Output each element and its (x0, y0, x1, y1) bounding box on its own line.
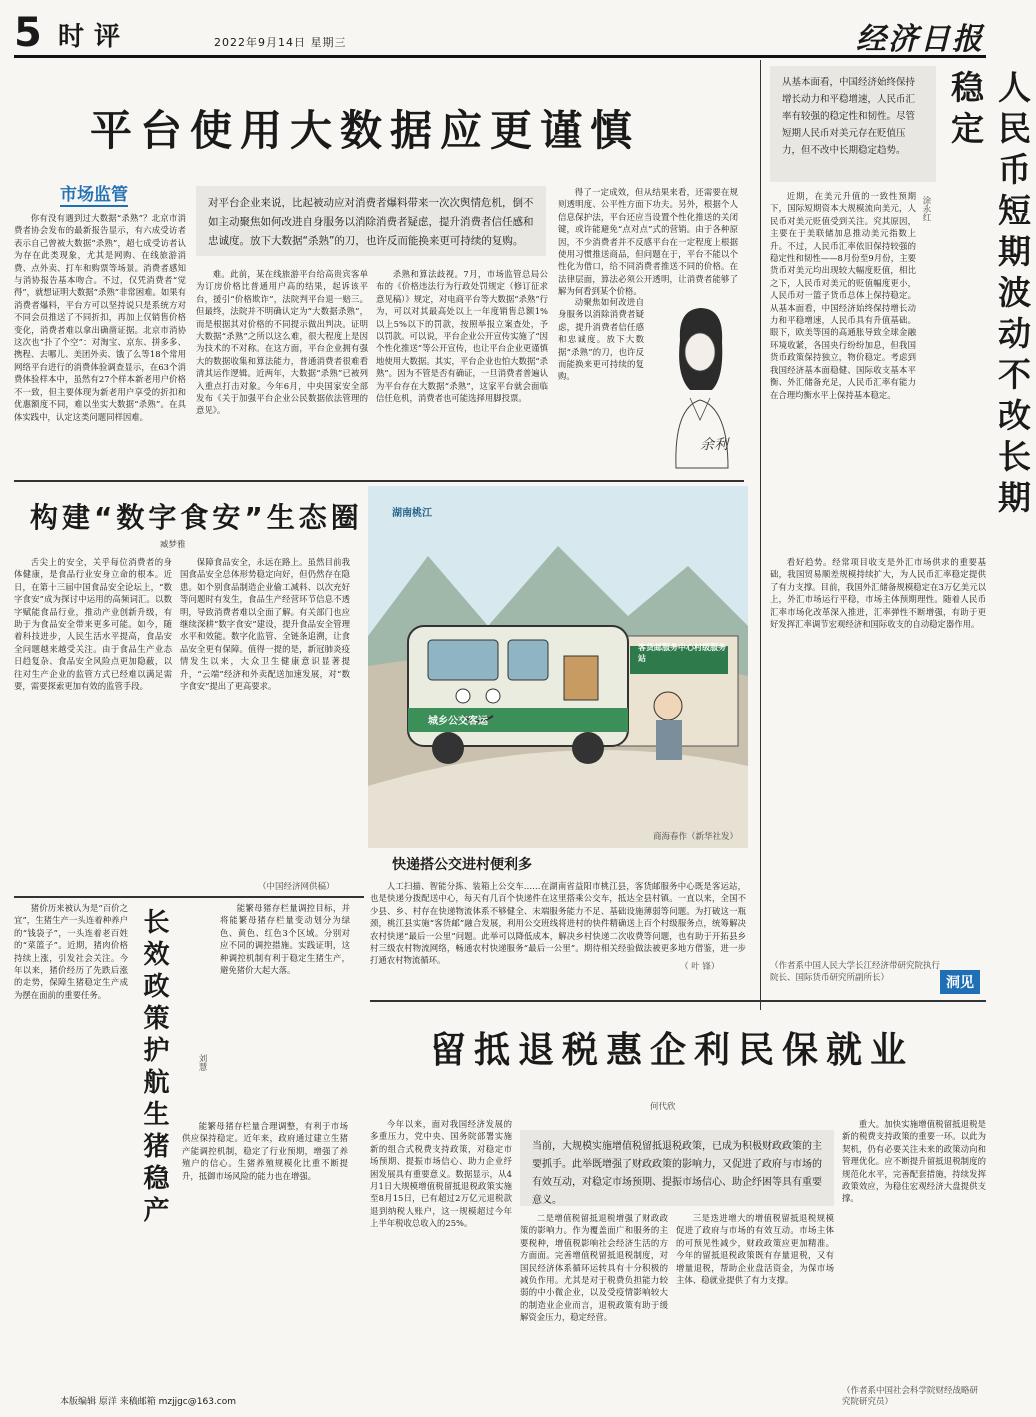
article5-column-1: 今年以来，面对我国经济发展的多重压力，党中央、国务院部署实施新的组合式税费支持政策，对稳定市场预期、提振市场信心、助力企业纾困发展具有重要意义。数据显示，从4月1日大规模增值税留抵退税政策实施至8月15日，已有超过2万亿元退税款退到纳税人账户，这一规模超过今年上半年税收总收入的25%。 (370, 1119, 512, 1229)
location-tag: 湖南桃江 (392, 508, 432, 519)
article5-column-4: 重大。加快实施增值税留抵退税是新的税费支持政策的重要一环。以此为契机，仍有必要关注未来的政策动向和管理优化。应不断提升留抵退税制度的规范化水平，完善配套措施，持续发挥政策效应，为稳住宏观经济大盘提供支撑。 (842, 1119, 986, 1204)
photo-story-headline: 快递搭公交进村便利多 (392, 857, 532, 873)
bus-label: 城乡公交客运 (428, 716, 488, 727)
article4-headline: 人民币短期波动不改长期稳定 (946, 70, 1032, 521)
article3-column-3: 能繁母猪存栏量合理调整，有利于市场供应保持稳定。近年来，政府通过建立生猪产能调控机制，稳定了行业预期，增强了养殖户的信心。生猪养殖规模化比重不断提升，抵御市场风险的能力也在增强。 (182, 1121, 348, 1181)
article1-column-4: 得了一定成效，但从结果来看，还需要在规则透明度、公平性方面下功夫。另外，根据个人信息保护法，平台还应当设置个性化推送的关闭键，或许能避免“点对点”式的营销。由于各种原因，不少消费者并不反感平台在一定程度上根据使用习惯推送商品，但问题在于，平台不能以个性化为借口，给不同消费者推送不同的价格。在法律层面，算法必须公开透明，让消费者能够了解为何看到某个价格。 (558, 187, 738, 297)
article4-author-note: （作者系中国人民大学长江经济带研究院执行院长、国际货币研究所副所长） (770, 961, 941, 983)
article3-column-2: 能繁母猪存栏量调控目标，并将能繁母猪存栏量变动划分为绿色、黄色、红色3个区域。分别对应不同的调控措施。实践证明，这种调控机制有利于稳定生猪生产，避免猪价大起大落。 (220, 903, 350, 976)
article4-body-1: 近期，在美元升值的一致性预期下，国际短期资本大规模流向美元，人民币对美元贬值受到关注。究其原因，主要在于美联储加息推动美元指数上升。不过，人民币汇率依旧保持较强的稳定性和韧性——8月份至9月份，主要货币对美元均出现较大幅度贬值，相比之下，人民币对美元的贬值幅度更小，人民币对一篮子货币总体上保持稳定。从基本面看，中国经济始终保持增长动力和平稳增速，人民币具有升值基础。眼下，欧美等国的高通胀导致全球金融环境收紧，各国央行纷纷加息，但我国货币政策保持独立，物价稳定。考虑到我国经济基本面稳健、国际收支基本平衡、外汇储备充足，人民币汇率有能力在合理均衡水平上保持基本稳定。 (770, 191, 916, 400)
cartoon-credit: 商海春作（新华社发） (652, 832, 738, 842)
author-portrait (650, 300, 742, 468)
article5-column-3: 三是迭进增大的增值税留抵退税规模促进了政府与市场的有效互动。市场主体的可预见性减少，财政政策应更加精准。今年的留抵退税政策既有存量退税，又有增量退税，帮助企业盘活资金，为保市场主体、稳就业提供了有力支撑。 (676, 1213, 834, 1286)
article1-lead: 对平台企业来说，比起被动应对消费者爆料带来一次次舆情危机，倒不如主动聚焦如何改进自身服务以消除消费者疑虑，提升消费者信任感和忠诚度。放下大数据“杀熟”的刀，也许反而能换来更可持续的复购。 (196, 186, 546, 256)
article5-lead: 当前，大规模实施增值税留抵退税政策，已成为积极财政政策的主要抓手。此举既增强了财政政策的影响力，又促进了政府与市场的有效互动，对稳定市场预期、提振市场信心、助企纾困等具有重要意义。 (520, 1130, 834, 1206)
cartoon-illustration (368, 486, 748, 848)
article2-author: 臧梦雅 (160, 540, 186, 550)
divider (14, 480, 744, 482)
article3-column-1: 猪价历来被认为是“百价之宜”，生猪生产一头连着种养户的“钱袋子”，一头连着老百姓的“菜篮子”。近期，猪肉价格持续上涨，引发社会关注。今年以来，猪价经历了先跌后涨的走势，保障生猪稳定生产成为摆在面前的重要任务。 (14, 903, 128, 1000)
article2-source: （中国经济网供稿） (258, 882, 335, 892)
article1-column-2: 难。此前，某在线旅游平台给高贵宾客单为订房价格比普通用户高的结果，起诉该平台，援引“价格欺诈”，法院判平台退一赔三。但最终，法院并不明确认定为“大数据杀熟”，而是根据其对价格的不同提示做出判决。证明大数据“杀熟”之所以这么难，很大程度上是因为技术的不对称。在这方面，平台企业拥有强大的数据收集和算法能力，普通消费者很难看清其运作逻辑。近两年，大数据“杀熟”已被列入重点打击对象。今年6月，中央国家安全部发布《关于加强平台企业公民数据依法管理的意见》。 (196, 269, 368, 416)
article5-author-note: （作者系中国社会科学院财经战略研究院研究员） (842, 1386, 979, 1407)
article2-headline: 构建“数字食安”生态圈 (30, 501, 363, 534)
divider (370, 1000, 986, 1002)
article4-body-2: 看好趋势。经常项目收支是外汇市场供求的重要基础，我国贸易顺差规模持续扩大，为人民币汇率稳定提供了有力支撑。目前，我国外汇储备规模稳定在3万亿美元以上，外汇市场运行平稳，市场主体预期理性。随着人民币汇率市场化改革深入推进，汇率弹性不断增强，有助于更好发挥汇率调节宏观经济和国际收支的自动稳定器作用。 (770, 557, 986, 630)
article5-author: 何代欣 (650, 1102, 676, 1112)
article3-author: 刘慧 (197, 1054, 207, 1071)
article2-column-1: 舌尖上的安全，关乎每位消费者的身体健康，是食品行业安身立命的根本。近日，在第十三届中国食品安全论坛上，“数字食安”成为探讨中运用的高频词汇。以数字赋能食品行业，推动产业创新升级，有助于为食品安全带来更多可能。如今，随着科技进步，人民生活水平提高，食品安全问题越来越受关注。由于食品生产业态日趋复杂、食品安全风险点更加隐蔽，以往对生产企业的监管方式已经难以满足需要，需要探索更加有效的监管手段。 (14, 557, 172, 692)
photo-story-body: 人工扫描、智能分拣、装箱上公交车……在湖南省益阳市桃江县，客货邮服务中心既是客运站，也是快递分拨配送中心，每天有几百个快递件在这里搭乘公交车，抵达全县村镇。一直以来，全国不少县、乡、村存在快递物流体系不够健全、末端服务能力不足、基础设施薄弱等问题。为打破这一瓶颈，桃江县实施“客货邮”融合发展，利用公交班线将进村的快件精确送上百个村级服务点，统筹解决农村快递“最后一公里”问题。此举可以降低成本，解决乡村快递二次收费等问题，也有助于开拓县乡村三级农村物流网络，畅通农村快递服务“最后一公里”。期待相关经验做法被更多地方借鉴，进一步打通农村物流循环。 (370, 881, 746, 966)
station-sign: 客货邮服务中心村级服务站 (638, 643, 726, 663)
article1-column-3: 杀熟和算法歧视。7月，市场监管总局公布的《价格违法行为行政处罚规定（修订征求意见稿）》规定，对电商平台等大数据“杀熟”行为，可以对其最高处以上一年度销售总额1%以上5%以下的罚款，按照举报立案查处，予以罚款。可以说，平台企业公开宣传实施了“因个性化推送”等公开宣传，也让平台企业更谨慎地使用大数据。其实，平台企业也怕大数据“杀熟”。因为不管是否有确证，一旦消费者普遍认为平台存在大数据“杀熟”，这家平台就会面临信任危机，消费者也可能选择用脚投票。 (376, 269, 548, 404)
article4-author: 涂永红 (921, 196, 931, 222)
page-footer: 本版编辑 原洋 来稿邮箱 mzjjgc@163.com (60, 1397, 236, 1407)
photo-story-signature: （ 叶 锋） (680, 962, 720, 972)
article3-headline: 长效政策护航生猪稳产 (139, 908, 169, 1228)
divider (760, 60, 761, 1010)
article5-column-2: 二是增值税留抵退税增强了财政政策的影响力。作为覆盖面广和服务的主要税种，增值税影响社会经济生活的方方面面。完善增值税留抵退税制度，对国民经济体系循环运转具有十分积极的减负作用。尤其是对于税费负担能力较弱的中小微企业，以及受疫情影响较大的制造业企业而言，退税政策有助于缓解资金压力，稳定经营。 (520, 1213, 668, 1323)
newspaper-logo: 经济日报 (856, 22, 984, 57)
page-number: 5 (14, 10, 42, 56)
article4-lead: 从基本面看，中国经济始终保持增长动力和平稳增速，人民币汇率有较强的稳定性和韧性。尽管短期人民币对美元存在贬值压力，但不改中长期稳定趋势。 (770, 66, 936, 182)
section-name: 时评 (58, 22, 131, 52)
masthead (14, 12, 986, 58)
column-tag-insight: 洞见 (940, 970, 980, 994)
issue-date: 2022年9月14日 星期三 (214, 36, 347, 49)
column-tag-market: 市场监管 (60, 180, 128, 207)
article1-headline: 平台使用大数据应更谨慎 (90, 106, 641, 155)
divider (14, 896, 364, 898)
article1-column-1: 你有没有遇到过大数据“杀熟”？北京市消费者协会发布的最新报告显示，有六成受访者表示自己曾被大数据“杀熟”，超七成受访者认为存在此类现象，尤其是网购、在线旅游消费、点外卖、打车和购票等场景。消费者感知与消协报告基本吻合。不过，仅凭消费者“觉得”，就想证明大数据“杀熟”非常困难。如果有消费者爆料，平台方可以坚持说只是系统方对不同会员推送了不同折扣，再加上仅销售价格变化，消费者难以拿出确凿证据。北京市消协这次也“扑了个空”：对淘宝、京东、拼多多、携程、去哪儿、美团外卖、饿了么等18个常用网络平台进行的消费体验调查显示，在63个消费体验样本中，虽然有27个样本新老用户价格不一致，但主要体现为新老用户享受的折扣和优惠额度不同，难以坐实大数据“杀熟”。在具体实践中，认定这类问题同样因难。 (14, 213, 186, 422)
author-signature: 余利 (700, 437, 728, 453)
article1-column-5: 动聚焦如何改进自身服务以消除消费者疑虑，提升消费者信任感和忠诚度。放下大数据“杀熟”的刀，也许反而能换来更可持续的复购。 (558, 297, 644, 382)
article2-column-2: 保障食品安全，永远在路上。虽然目前我国食品安全总体形势稳定向好，但仍然存在隐患。如个别食品制造企业偷工减料、以次充好等问题时有发生，食品生产经营环节信息不透明，导致消费者难以全面了解。有关部门也应继续深耕“数字食安”建设，提升食品安全管理水平和效能。数字化监管、全链条追溯，让食品安全更有保障。值得一提的是，新冠肺炎疫情发生以来，大众卫生健康意识显著提升，“云端”经济和外卖配送加速发展，对“数字食安”提出了更高要求。 (180, 557, 350, 692)
article5-headline: 留抵退税惠企利民保就业 (430, 1030, 915, 1071)
